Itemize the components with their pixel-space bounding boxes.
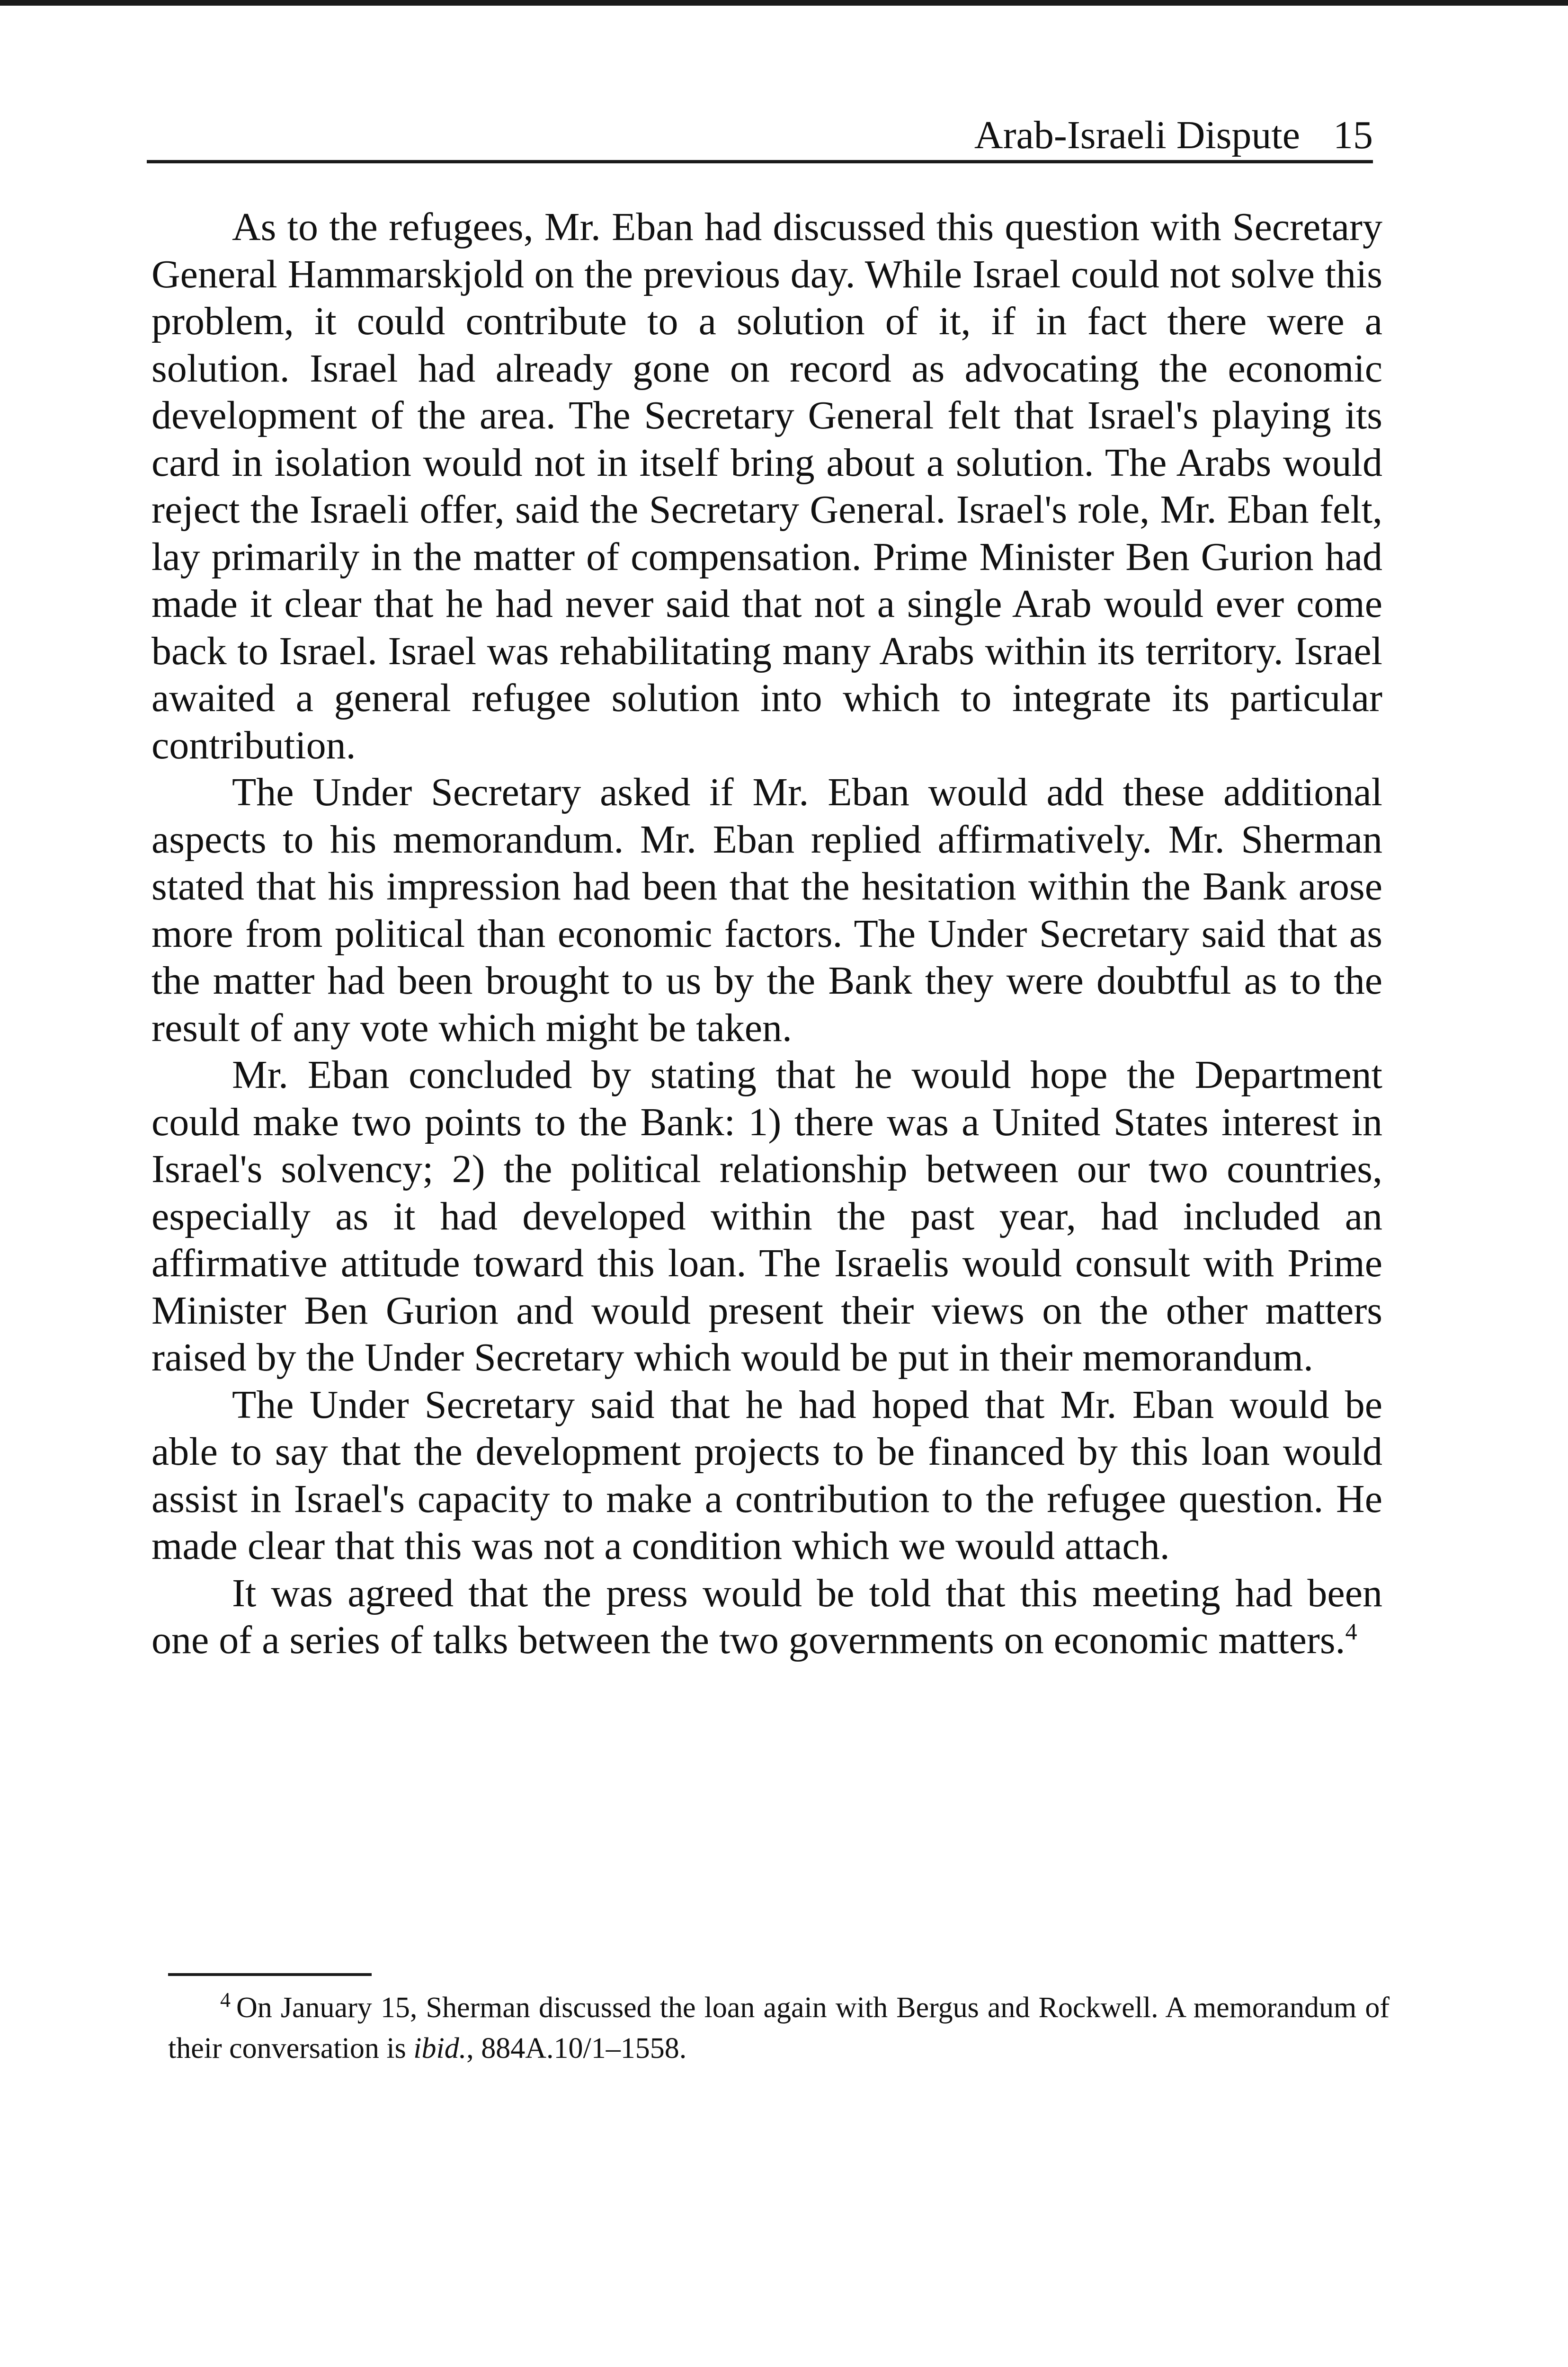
paragraph: Mr. Eban concluded by stating that he would hope the Department could make two points to the Bank: 1) there was a United States interest in Israel's solvency; 2) the political relationship between our two countries, especially as it had developed within the past year, had included an affirmative attitude toward this loan. The Israelis would consult with Prime Minister Ben Gurion and would present their views on the other matters raised by the Under Secretary which would be put in their memorandum.	[151, 1053, 1382, 1379]
footnote-marker: 4	[220, 1988, 231, 2012]
footnote-ibid: ibid.	[413, 2032, 467, 2064]
footnote	[168, 1987, 1390, 2069]
page-top-edge	[0, 0, 1568, 6]
footnote-text: On January 15, Sherman discussed the loan again with Bergus and Rockwell. A memorandum of their conversation is	[168, 1992, 1390, 2064]
footnote-citation: , 884A.10/1–1558.	[466, 2032, 687, 2064]
header-rule	[147, 160, 1373, 163]
paragraph: As to the refugees, Mr. Eban had discussed this question with Secretary General Hammarskjold on the previous day. While Israel could not solve this problem, it could contribute to a solution of it, if in fact there were a solution. Israel had already gone on record as advocating the economic development of the area. The Secretary General felt that Israel's playing its card in isolation would not in itself bring about a solution. The Arabs would reject the Israeli offer, said the Secretary General. Israel's role, Mr. Eban felt, lay primarily in the matter of compensation. Prime Minister Ben Gurion had made it clear that he had never said that not a single Arab would ever come back to Israel. Israel was rehabilitating many Arabs within its territory. Israel awaited a general refugee solution into which to integrate its particular contribution.	[151, 205, 1382, 767]
paragraph	[151, 1570, 1382, 1664]
footnote-reference: 4	[1345, 1618, 1357, 1645]
footnote-rule	[168, 1973, 372, 1976]
running-head-title: Arab-Israeli Dispute	[974, 113, 1300, 157]
paragraph: The Under Secretary said that he had hoped that Mr. Eban would be able to say that the development projects to be financed by this loan would assist in Israel's capacity to make a contribution to the refugee question. He made clear that this was not a condition which we would attach.	[151, 1382, 1382, 1568]
body-text	[151, 204, 1382, 1664]
paragraph-text: It was agreed that the press would be told that this meeting had been one of a series of talks between the two governments on economic matters.	[151, 1571, 1382, 1662]
paragraph: The Under Secretary asked if Mr. Eban would add these additional aspects to his memorandum. Mr. Eban replied affirmatively. Mr. Sherman stated that his impression had been that the hesitation within the Bank arose more from political than economic factors. The Under Secretary said that as the matter had been brought to us by the Bank they were doubtful as to the result of any vote which might be taken.	[151, 770, 1382, 1050]
running-head	[147, 103, 1373, 155]
page-number: 15	[1333, 113, 1373, 157]
